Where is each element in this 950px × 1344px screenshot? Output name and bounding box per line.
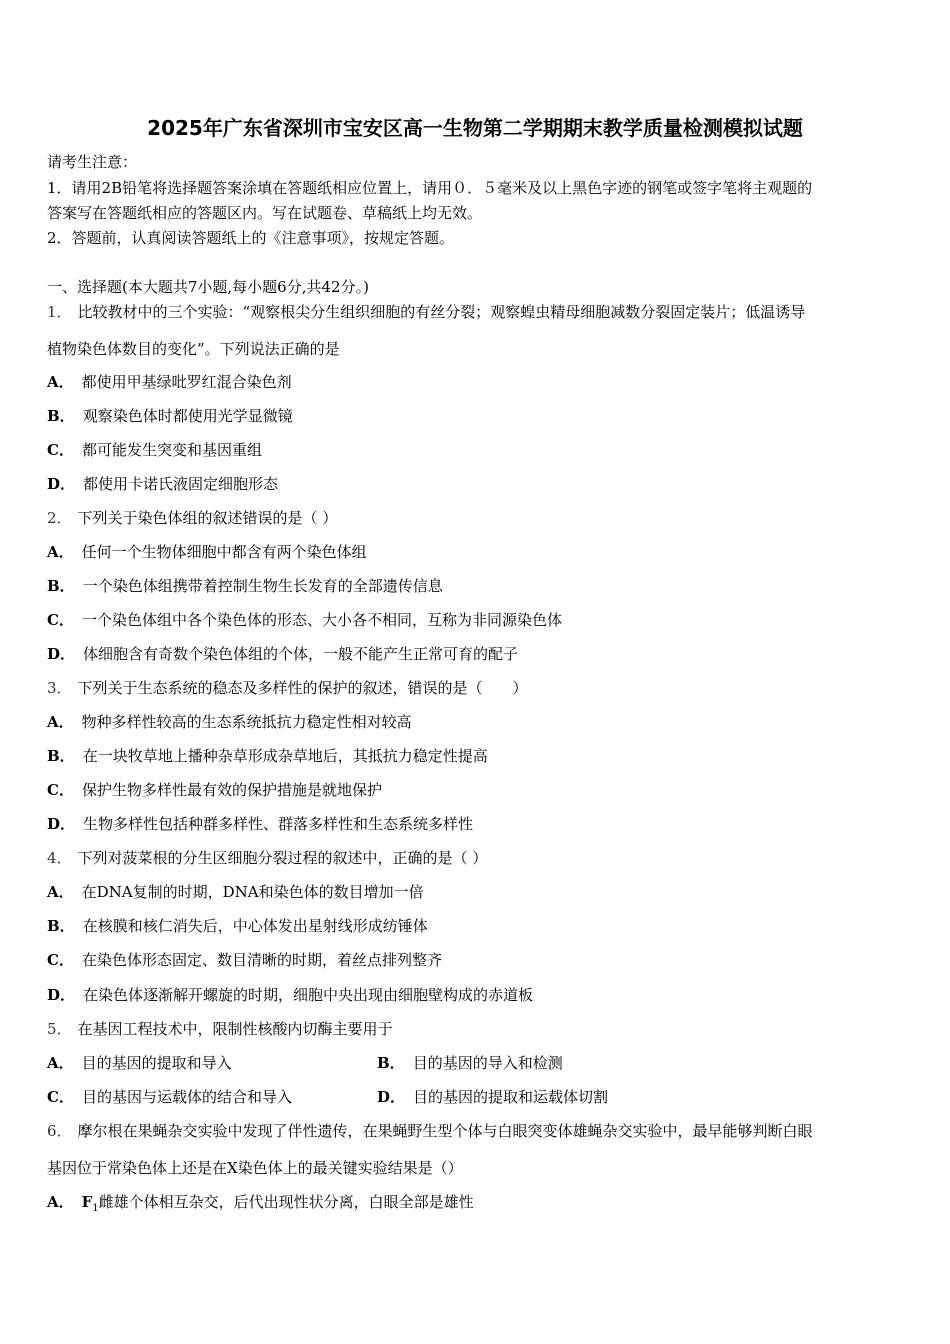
- question-number: 2．: [47, 509, 72, 527]
- question-1-option-a[interactable]: [47, 372, 292, 392]
- question-2-option-d[interactable]: [47, 644, 518, 664]
- notice-heading: 请考生注意：: [47, 153, 138, 171]
- option-text: 观察染色体时都使用光学显微镜: [82, 407, 293, 425]
- option-letter: C．: [47, 951, 74, 969]
- question-text: 下列关于染色体组的叙述错误的是（ ）: [77, 509, 338, 527]
- option-letter: D．: [47, 475, 76, 493]
- notice-line-2: 答案写在答题纸相应的答题区内。写在试题卷、草稿纸上均无效。: [47, 204, 483, 222]
- notice-line-3: 2．答题前，认真阅读答题纸上的《注意事项》，按规定答题。: [47, 229, 455, 247]
- section-heading: 一、选择题(本大题共7小题,每小题6分,共42分。): [47, 278, 369, 296]
- question-text: 下列关于生态系统的稳态及多样性的保护的叙述，错误的是（ ）: [77, 679, 528, 697]
- option-text: 在一块牧草地上播种杂草形成杂草地后，其抵抗力稳定性提高: [82, 747, 488, 765]
- question-number: 5．: [47, 1020, 72, 1038]
- question-number: 3．: [47, 679, 72, 697]
- option-letter: C．: [47, 441, 74, 459]
- option-text: 目的基因的提取和运载体切割: [413, 1088, 609, 1106]
- question-6-stem-cont: 基因位于常染色体上还是在X染色体上的最关键实验结果是（）: [47, 1159, 463, 1177]
- notice-line-1: 1．请用2B铅笔将选择题答案涂填在答题纸相应位置上，请用０．５毫米及以上黑色字迹的钢笔或签字笔将主观题的: [47, 179, 813, 197]
- question-text: 比较教材中的三个实验：“观察根尖分生组织细胞的有丝分裂；观察蝗虫精母细胞减数分裂固定装片；低温诱导: [77, 303, 806, 321]
- option-letter: B．: [47, 577, 75, 595]
- question-6-stem: [47, 1121, 813, 1141]
- option-text: 在核膜和核仁消失后，中心体发出星射线形成纺锤体: [82, 917, 428, 935]
- question-4-option-c[interactable]: [47, 950, 442, 970]
- question-3-stem: [47, 678, 528, 698]
- option-text: 任何一个生物体细胞中都含有两个染色体组: [81, 543, 367, 561]
- option-text: 目的基因与运载体的结合和导入: [81, 1088, 292, 1106]
- question-5-option-b[interactable]: [377, 1053, 563, 1073]
- question-number: 4．: [47, 849, 72, 867]
- option-text: 在DNA复制的时期，DNA和染色体的数目增加一倍: [81, 883, 424, 901]
- question-1-stem-cont: 植物染色体数目的变化”。下列说法正确的是: [47, 340, 340, 358]
- question-1-option-c[interactable]: [47, 440, 262, 460]
- question-3-option-c[interactable]: [47, 780, 382, 800]
- option-letter: B．: [377, 1054, 405, 1072]
- option-text: 目的基因的提取和导入: [81, 1054, 232, 1072]
- question-number: 6．: [47, 1122, 72, 1140]
- option-text: 体细胞含有奇数个染色体组的个体，一般不能产生正常可育的配子: [83, 645, 519, 663]
- option-letter: C．: [47, 781, 74, 799]
- question-5-option-d[interactable]: [377, 1087, 608, 1107]
- option-letter: A．: [47, 713, 74, 731]
- option-text: 都使用甲基绿吡罗红混合染色剂: [81, 373, 292, 391]
- option-text: 目的基因的导入和检测: [412, 1054, 563, 1072]
- option-text: 雌雄个体相互杂交，后代出现性状分离，白眼全部是雄性: [98, 1193, 474, 1211]
- question-5-option-c[interactable]: [47, 1087, 292, 1107]
- option-letter: A．: [47, 543, 74, 561]
- option-letter: A．: [47, 373, 74, 391]
- question-2-option-b[interactable]: [47, 576, 443, 596]
- option-text: 在染色体形态固定、数目清晰的时期，着丝点排列整齐: [81, 951, 442, 969]
- question-2-option-a[interactable]: [47, 542, 367, 562]
- page-title: 2025年广东省深圳市宝安区高一生物第二学期期末教学质量检测模拟试题: [147, 116, 803, 140]
- option-text: 物种多样性较高的生态系统抵抗力稳定性相对较高: [81, 713, 412, 731]
- option-letter: D．: [377, 1088, 406, 1106]
- option-text: 生物多样性包括种群多样性、群落多样性和生态系统多样性: [83, 815, 474, 833]
- option-letter: D．: [47, 815, 76, 833]
- question-2-option-c[interactable]: [47, 610, 562, 630]
- question-3-option-b[interactable]: [47, 746, 488, 766]
- question-4-option-b[interactable]: [47, 916, 428, 936]
- question-4-stem: [47, 848, 487, 868]
- question-4-option-a[interactable]: [47, 882, 424, 902]
- option-text-prefix: F: [81, 1193, 93, 1211]
- option-text: 都可能发生突变和基因重组: [81, 441, 262, 459]
- question-1-stem: [47, 302, 805, 322]
- option-letter: D．: [47, 645, 76, 663]
- option-text: 一个染色体组携带着控制生物生长发育的全部遗传信息: [82, 577, 443, 595]
- question-number: 1．: [47, 303, 72, 321]
- question-5-option-a[interactable]: [47, 1053, 232, 1073]
- question-text: 摩尔根在果蝇杂交实验中发现了伴性遗传，在果蝇野生型个体与白眼突变体雄蝇杂交实验中，最早能够判断白眼: [77, 1122, 813, 1140]
- question-6-option-a[interactable]: [47, 1192, 474, 1219]
- option-letter: A．: [47, 1054, 74, 1072]
- option-letter: D．: [47, 986, 76, 1004]
- option-text-subscript: 1: [92, 1203, 99, 1214]
- option-letter: B．: [47, 917, 75, 935]
- option-letter: A．: [47, 883, 74, 901]
- option-letter: A．: [47, 1193, 74, 1211]
- option-letter: C．: [47, 611, 74, 629]
- question-3-option-a[interactable]: [47, 712, 412, 732]
- question-2-stem: [47, 508, 337, 528]
- option-text: 在染色体逐渐解开螺旋的时期，细胞中央出现由细胞壁构成的赤道板: [83, 986, 534, 1004]
- question-5-stem: [47, 1019, 393, 1039]
- option-letter: C．: [47, 1088, 74, 1106]
- option-text: 一个染色体组中各个染色体的形态、大小各不相同，互称为非同源染色体: [81, 611, 562, 629]
- option-text: 都使用卡诺氏液固定细胞形态: [83, 475, 279, 493]
- question-3-option-d[interactable]: [47, 814, 473, 834]
- option-letter: B．: [47, 747, 75, 765]
- question-4-option-d[interactable]: [47, 985, 533, 1005]
- question-1-option-b[interactable]: [47, 406, 293, 426]
- question-text: 下列对菠菜根的分生区细胞分裂过程的叙述中，正确的是（ ）: [77, 849, 488, 867]
- question-1-option-d[interactable]: [47, 474, 278, 494]
- option-text: 保护生物多样性最有效的保护措施是就地保护: [81, 781, 382, 799]
- option-letter: B．: [47, 407, 75, 425]
- question-text: 在基因工程技术中，限制性核酸内切酶主要用于: [77, 1020, 393, 1038]
